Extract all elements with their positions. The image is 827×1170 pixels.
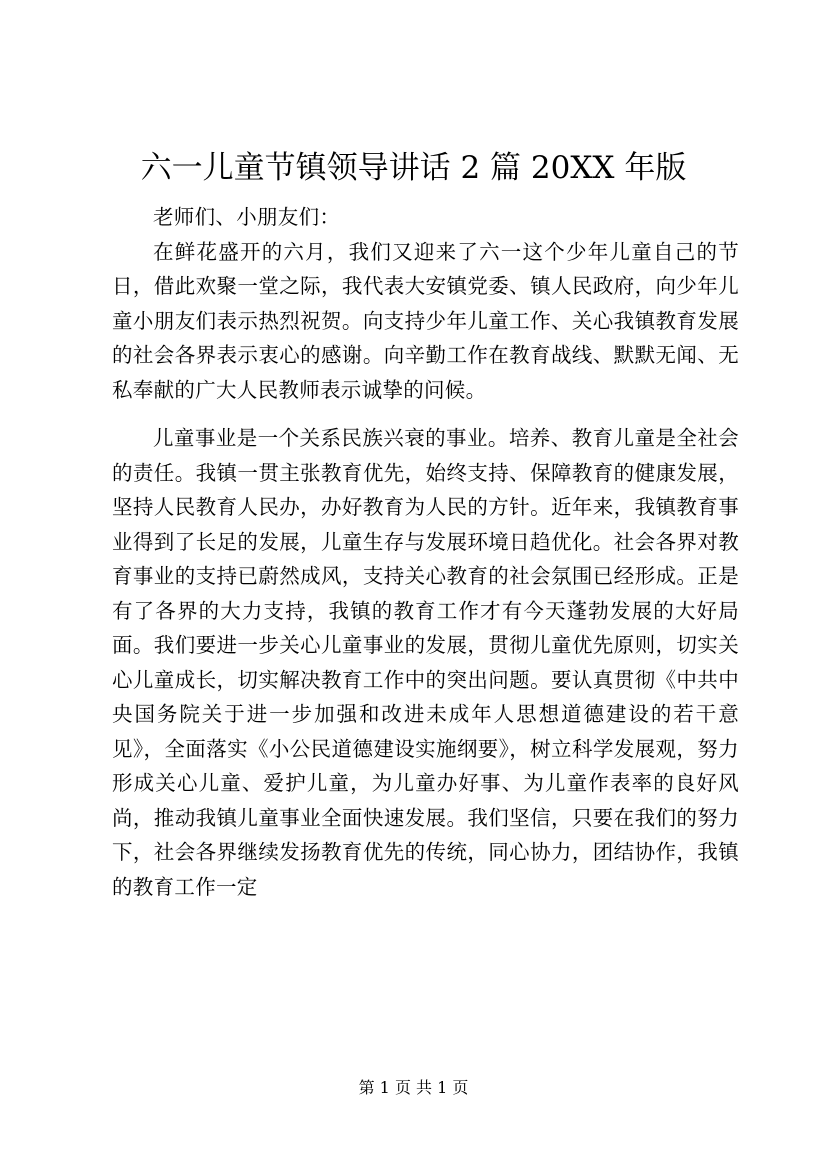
paragraph-2: 儿童事业是一个关系民族兴衰的事业。培养、教育儿童是全社会的责任。我镇一贯主张教育优先，始终支持、保障教育的健康发展，坚持人民教育人民办，办好教育为人民的方针。近年来，我镇教育事业得到了长足的发展，儿童生存与发展环境日趋优化。社会各界对教育事业的支持已蔚然成风，支持关心教育的社会氛围已经形成。正是有了各界的大力支持，我镇的教育工作才有今天蓬勃发展的大好局面。我们要进一步关心儿童事业的发展，贯彻儿童优先原则，切实关心儿童成长，切实解决教育工作中的突出问题。要认真贯彻《中共中央国务院关于进一步加强和改进未成年人思想道德建设的若干意见》，全面落实《小公民道德建设实施纲要》，树立科学发展观，努力形成关心儿童、爱护儿童，为儿童办好事、为儿童作表率的良好风尚，推动我镇儿童事业全面快速发展。我们坚信，只要在我们的努力下，社会各界继续发扬教育优先的传统，同心协力，团结协作，我镇的教育工作一定 (112, 426, 739, 899)
paragraph-1: 在鲜花盛开的六月，我们又迎来了六一这个少年儿童自己的节日，借此欢聚一堂之际，我代表大安镇党委、镇人民政府，向少年儿童小朋友们表示热烈祝贺。向支持少年儿童工作、关心我镇教育发展的社会各界表示衷心的感谢。向辛勤工作在教育战线、默默无闻、无私奉献的广大人民教师表示诚挚的问候。 (112, 239, 739, 402)
salutation: 老师们、小朋友们： (153, 205, 341, 229)
document-title: 六一儿童节镇领导讲话 2 篇 20XX 年版 (140, 150, 687, 186)
page-footer: 第 1 页 共 1 页 (358, 1078, 469, 1097)
document-body (112, 200, 739, 904)
